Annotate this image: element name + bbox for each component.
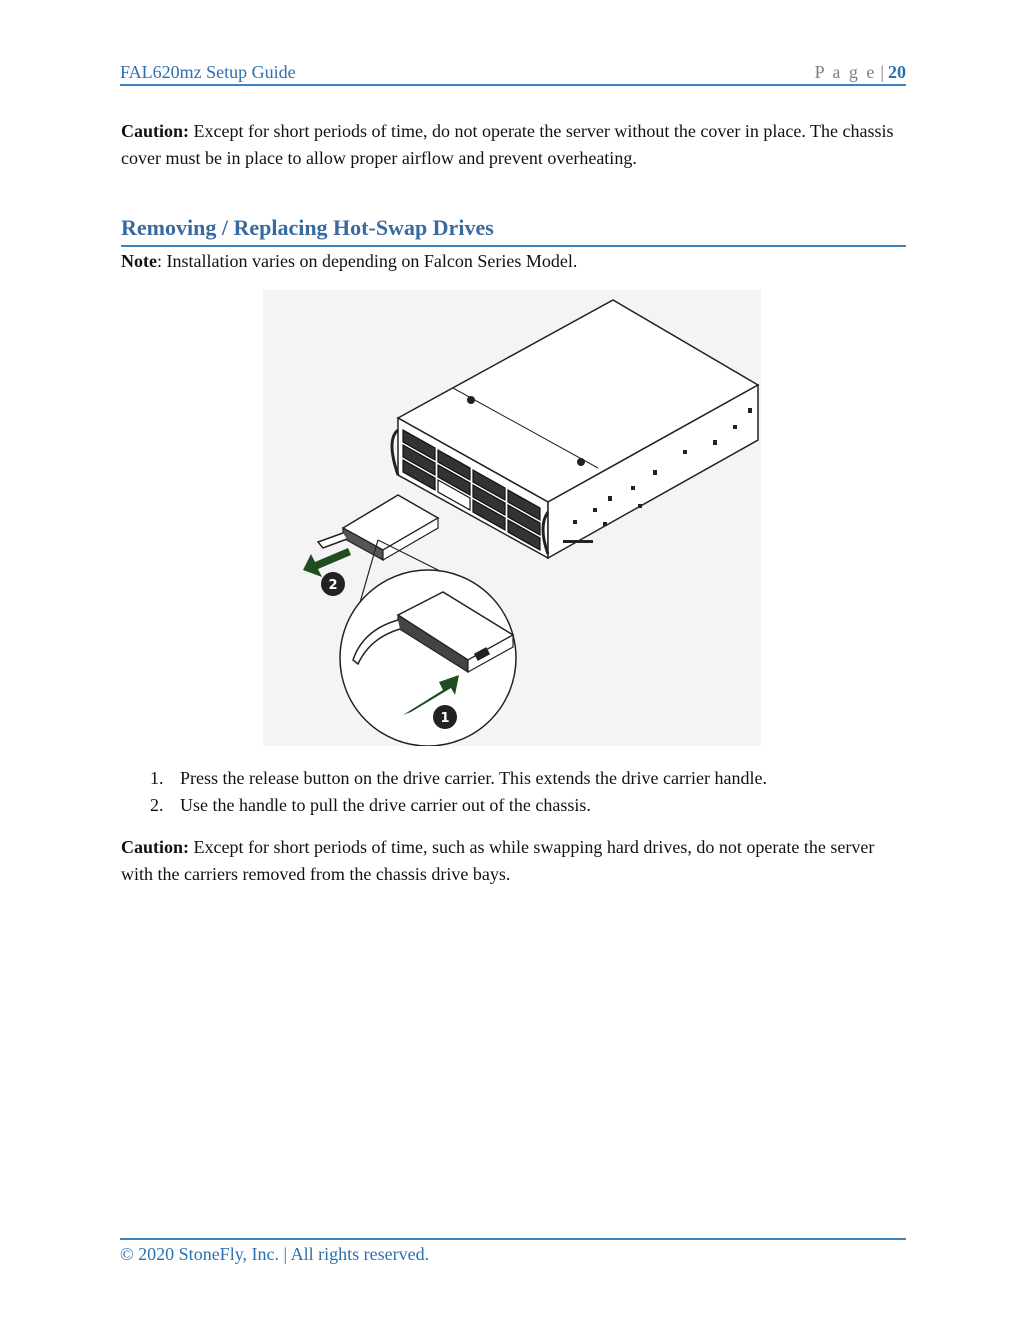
step-2-number: 2 [328, 578, 338, 593]
hot-swap-drive-illustration [263, 290, 761, 746]
section-title: Removing / Replacing Hot-Swap Drives [121, 215, 494, 240]
note-label: Note [121, 251, 157, 271]
caution-text: Except for short periods of time, such as while swapping hard drives, do not operate the server with the carriers removed from the chassis drive bays. [121, 837, 875, 884]
note-paragraph [121, 248, 901, 275]
page-separator: | [880, 62, 886, 82]
caution-paragraph-cover [121, 118, 901, 172]
caution-label: Caution: [121, 837, 190, 857]
step-number: 2. [150, 795, 164, 815]
step-1-number: 1 [440, 711, 450, 726]
caution-label: Caution: [121, 121, 190, 141]
page-label: P a g e [814, 62, 877, 82]
list-item [150, 792, 767, 819]
step-text: Use the handle to pull the drive carrier out of the chassis. [180, 795, 591, 815]
caution-paragraph-carriers [121, 834, 901, 888]
document-title: FAL620mz Setup Guide [120, 62, 296, 82]
removal-steps-list [150, 765, 767, 819]
page-number: 20 [888, 62, 906, 82]
page-footer [120, 1238, 906, 1264]
copyright-text: © 2020 StoneFly, Inc. | All rights reserved. [120, 1244, 430, 1264]
note-text: : Installation varies on depending on Falcon Series Model. [156, 251, 578, 271]
caution-text: Except for short periods of time, do not operate the server without the cover in place. The chassis cover must be in place to allow proper airflow and prevent overheating. [121, 121, 894, 168]
page-indicator [815, 62, 906, 83]
list-item [150, 765, 767, 792]
section-heading [121, 213, 906, 247]
step-number: 1. [150, 768, 164, 788]
step-text: Press the release button on the drive carrier. This extends the drive carrier handle. [180, 768, 767, 788]
page-header [120, 60, 906, 86]
